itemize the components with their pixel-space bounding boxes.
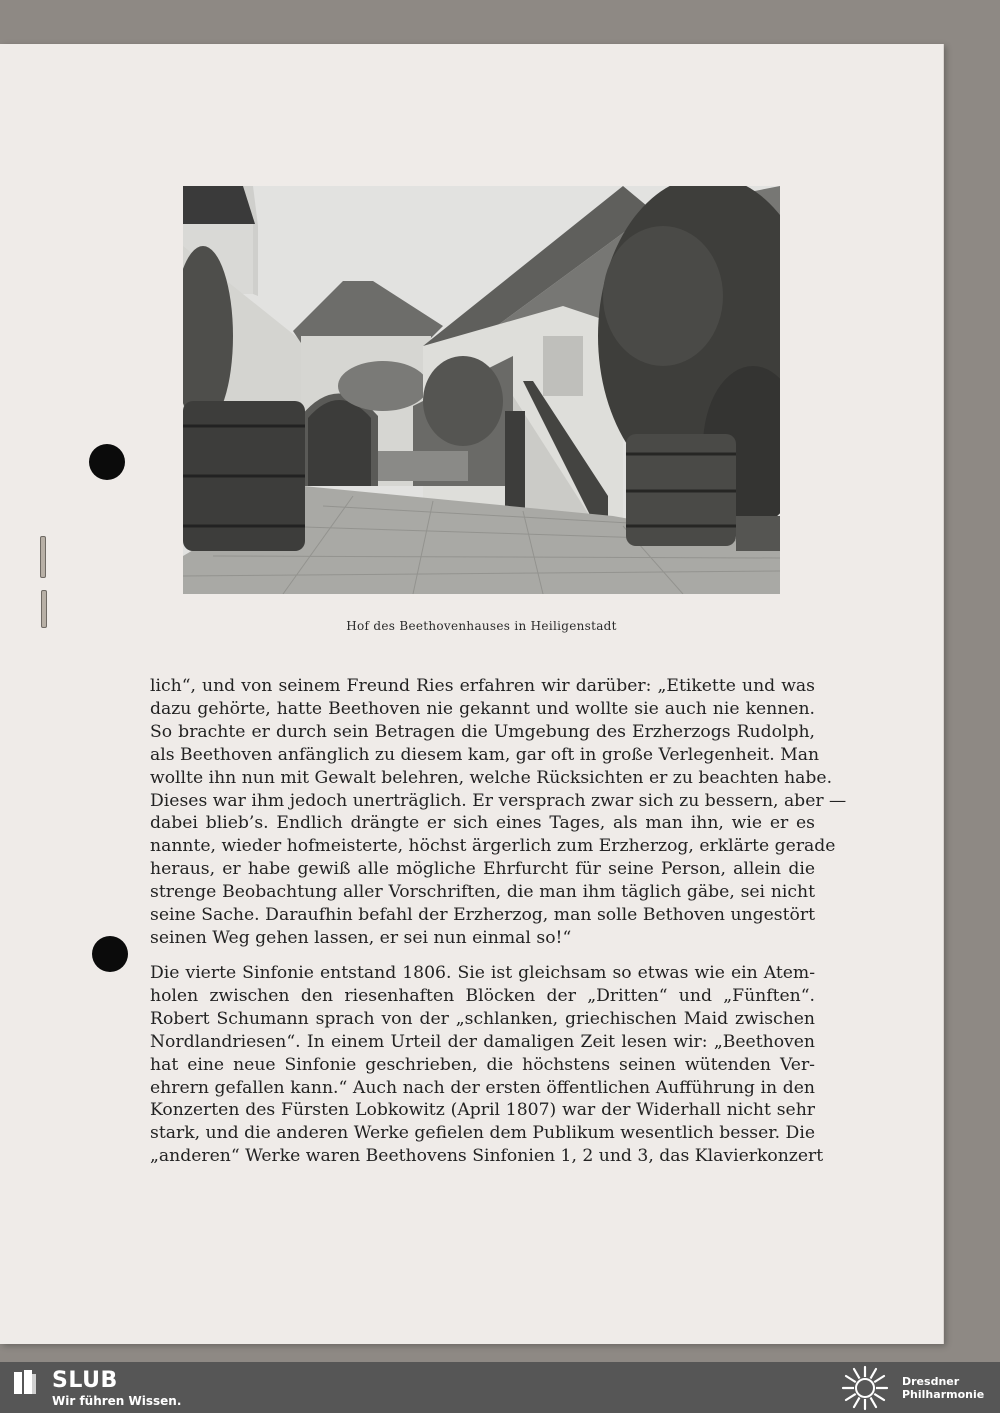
text-line: nannte, wieder hofmeisterte, höchst ärgerlich zum Erzherzog, erklärte gerade (150, 836, 836, 857)
text-line: heraus, er habe gewiß alle mögliche Ehrfurcht für seine Person, allein die (150, 859, 815, 880)
text-line: stark, und die anderen Werke gefielen dem Publikum wesentlich besser. Die (150, 1123, 815, 1144)
staple-top (40, 536, 46, 578)
text-line: dabei blieb’s. Endlich drängte er sich eines Tages, als man ihn, wie er es (150, 813, 815, 834)
text-line: als Beethoven anfänglich zu diesem kam, gar oft in große Verlegenheit. Man (150, 744, 820, 765)
text-line: hat eine neue Sinfonie geschrieben, die höchstens seinen wütenden Ver- (150, 1054, 815, 1075)
text-line: seine Sache. Daraufhin befahl der Erzherzog, man solle Bethoven ungestört (150, 905, 815, 926)
text-line: Nordlandriesen“. In einem Urteil der damaligen Zeit lesen wir: „Beethoven (150, 1031, 815, 1052)
slub-tagline: Wir führen Wissen. (52, 1394, 182, 1408)
courtyard-photograph (183, 186, 780, 594)
figure-caption: Hof des Beethovenhauses in Heiligenstadt (346, 619, 617, 633)
paragraph-2 (150, 962, 824, 1168)
name-line-1: Dresdner (902, 1375, 960, 1388)
paragraph-1 (150, 675, 847, 950)
viewer-footer-bar (0, 1362, 1000, 1413)
text-line: ehrern gefallen kann.“ Auch nach der ersten öffentlichen Aufführung in den (150, 1077, 815, 1098)
text-line: seinen Weg gehen lassen, er sei nun einmal so!“ (150, 927, 572, 948)
text-line: „anderen“ Werke waren Beethovens Sinfonien 1, 2 und 3, das Klavierkonzert (150, 1146, 824, 1167)
dresdner-philharmonie-logo-icon[interactable] (840, 1365, 890, 1411)
text-line: wollte ihn nun mit Gewalt belehren, welche Rücksichten er zu beachten habe. (150, 767, 833, 788)
slub-logo-icon[interactable] (12, 1368, 38, 1396)
text-line: Robert Schumann sprach von der „schlanken, griechischen Maid zwischen (150, 1008, 815, 1029)
staple-bottom (41, 590, 47, 628)
punch-hole-top (89, 444, 125, 480)
text-line: Die vierte Sinfonie entstand 1806. Sie ist gleichsam so etwas wie ein Atem- (150, 963, 815, 983)
dresdner-philharmonie-name (902, 1375, 984, 1401)
slub-title[interactable]: SLUB (52, 1368, 118, 1393)
text-line: lich“, und von seinem Freund Ries erfahren wir darüber: „Etikette und was (150, 676, 815, 696)
text-line: dazu gehörte, hatte Beethoven nie gekannt und wollte sie auch nie kennen. (150, 698, 815, 719)
text-line: holen zwischen den riesenhaften Blöcken der „Dritten“ und „Fünften“. (150, 985, 815, 1006)
text-line: Konzerten des Fürsten Lobkowitz (April 1807) war der Widerhall nicht sehr (150, 1100, 815, 1121)
text-line: strenge Beobachtung aller Vorschriften, die man ihm täglich gäbe, sei nicht (150, 882, 815, 903)
text-line: So brachte er durch sein Betragen die Umgebung des Erzherzogs Rudolph, (150, 721, 815, 742)
punch-hole-bottom (92, 936, 128, 972)
text-line: Dieses war ihm jedoch unerträglich. Er versprach zwar sich zu bessern, aber — (150, 790, 847, 811)
name-line-2: Philharmonie (902, 1388, 985, 1401)
